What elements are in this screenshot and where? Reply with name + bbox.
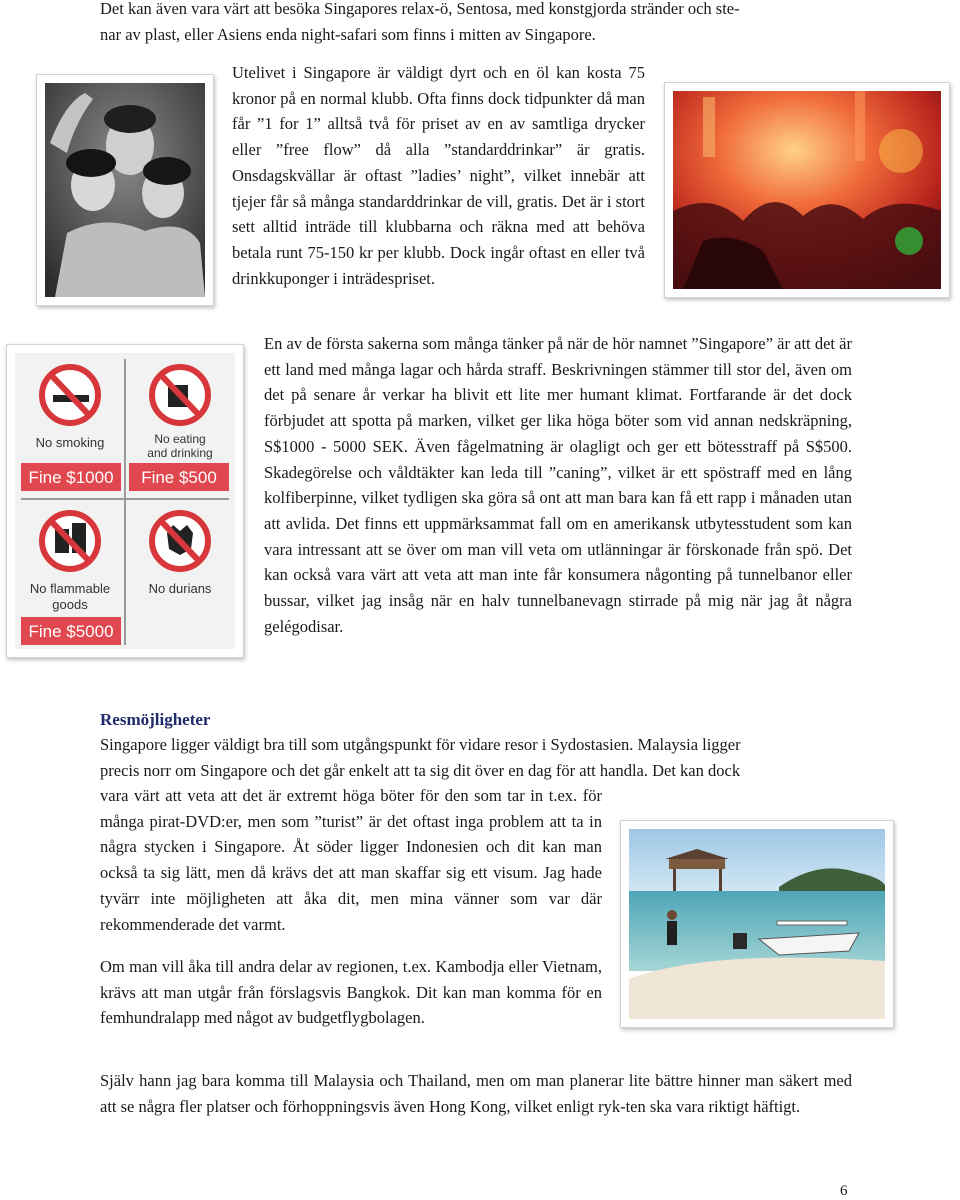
intro-line-1: Det kan även vara värt att besöka Singapores relax-ö, Sentosa, med konstgjorda stränder och ste- (100, 0, 740, 18)
fine-signs-photo (6, 344, 244, 658)
nightlife-text: Utelivet i Singapore är väldigt dyrt och en öl kan kosta 75 kronor på en normal klubb. Ofta finns dock tidpunkter då man får ”1 for 1” alltså två för priset av en av samtliga drycker eller ”free flow” då alla ”standarddrinkar” är gratis. Onsdagskvällar är oftast ”ladies’ night”, vilket innebär att tjejer får så många standarddrinkar de vill, gratis. Det är i stort sett alltid inträde till klubbarna och räkna med att behöva betala runt 75-150 kr per klubb. Dock ingår oftast en eller två drinkkuponger i inträdespriset. (232, 63, 645, 288)
fine-5000-label: Fine $5000 (28, 622, 114, 641)
friends-photo (36, 74, 214, 306)
laws-text: En av de första sakerna som många tänker på när de hör namnet ”Singapore” är att det är ett land med många lagar och hårda straff. Beskrivningen stämmer till stor del, även om det på senare år verkar ha blivit ett lite mer humant klimat. Fortfarande är det dock förbjudet att spotta på marken, vilket ger lika höga böter som vid annan nedskräpning, S$1000 - 5000 SEK. Även fågelmatning är olagligt och ger ett bötesstraff på S$500. Skadegörelse och våldtäkter kan leda till ”caning”, vilket är ett spöstraff med en lång kolfiberpinne, vilket tydligen ska göra så ont att man bara kan få ett rapp i månaden utan att avlida. Det finns ett uppmärksammat fall om en amerikansk utbytesstudent som kan vara intressant att se över om man vill veta om utlänningar är förskonade från spö. Det kan också vara värt att veta att man inte får konsumera någonting på tunnelbanor eller bussar, vilket jag insåg när en halv tunnelbanevagn stirrade på mig när jag åt några gelégodisar. (264, 334, 852, 636)
fine-500-label: Fine $500 (141, 468, 217, 487)
laws-paragraph (264, 331, 852, 639)
travel-wrap-text: vara värt att veta att det är extremt höga böter för den som tar in t.ex. för många pirat-DVD:er, men som ”turist” är det oftast inga problem att ta in några stycken i Singapore. Åt söder ligger Indonesien och dit kan man också ta sig lätt, men då krävs det att man skaffar sig ett visum. Jag hade tyvärr inte möjligheten att åka dit, men mina vänner som var där rekommenderade det varmt. (100, 786, 602, 934)
no-eating-label-1: No eating (154, 432, 206, 446)
intro-text (100, 0, 860, 47)
section-heading-travel: Resmöjligheter (100, 710, 211, 729)
travel-line-2: precis norr om Singapore och det går enkelt att ta sig dit över en dag för att handla. Det kan dock (100, 760, 741, 780)
no-flammable-label-1: No flammable (29, 581, 111, 596)
no-smoking-label: No smoking (35, 435, 105, 450)
travel-paragraph-1 (100, 783, 602, 937)
page-number: 6 (840, 1183, 848, 1199)
no-flammable-label-2: goods (52, 597, 88, 612)
travel-paragraph-3 (100, 1068, 852, 1119)
travel-p3-text: Själv hann jag bara komma till Malaysia och Thailand, men om man planerar lite bättre hinner man säkert med att se några fler platser och förhoppningsvis även Hong Kong, vilket enligt ryk-ten ska vara riktigt häftigt. (100, 1071, 852, 1116)
nightlife-paragraph (232, 60, 645, 291)
travel-line-1: Singapore ligger väldigt bra till som utgångspunkt för vidare resor i Sydostasien. Malaysia ligger (100, 735, 741, 754)
no-durians-label: No durians (148, 581, 212, 596)
travel-paragraph-2 (100, 954, 602, 1031)
fine-1000-label: Fine $1000 (28, 468, 114, 487)
no-eating-label-2: and drinking (147, 446, 213, 460)
beach-photo (620, 820, 894, 1028)
intro-line-2: nar av plast, eller Asiens enda night-safari som finns i mitten av Singapore. (100, 24, 596, 44)
club-photo (664, 82, 950, 298)
travel-p2-text: Om man vill åka till andra delar av regionen, t.ex. Kambodja eller Vietnam, krävs att man utgår från förslagsvis Bangkok. Dit kan man komma för en femhundralapp med något av budgetflygbolagen. (100, 957, 602, 1028)
travel-intro (100, 732, 860, 783)
